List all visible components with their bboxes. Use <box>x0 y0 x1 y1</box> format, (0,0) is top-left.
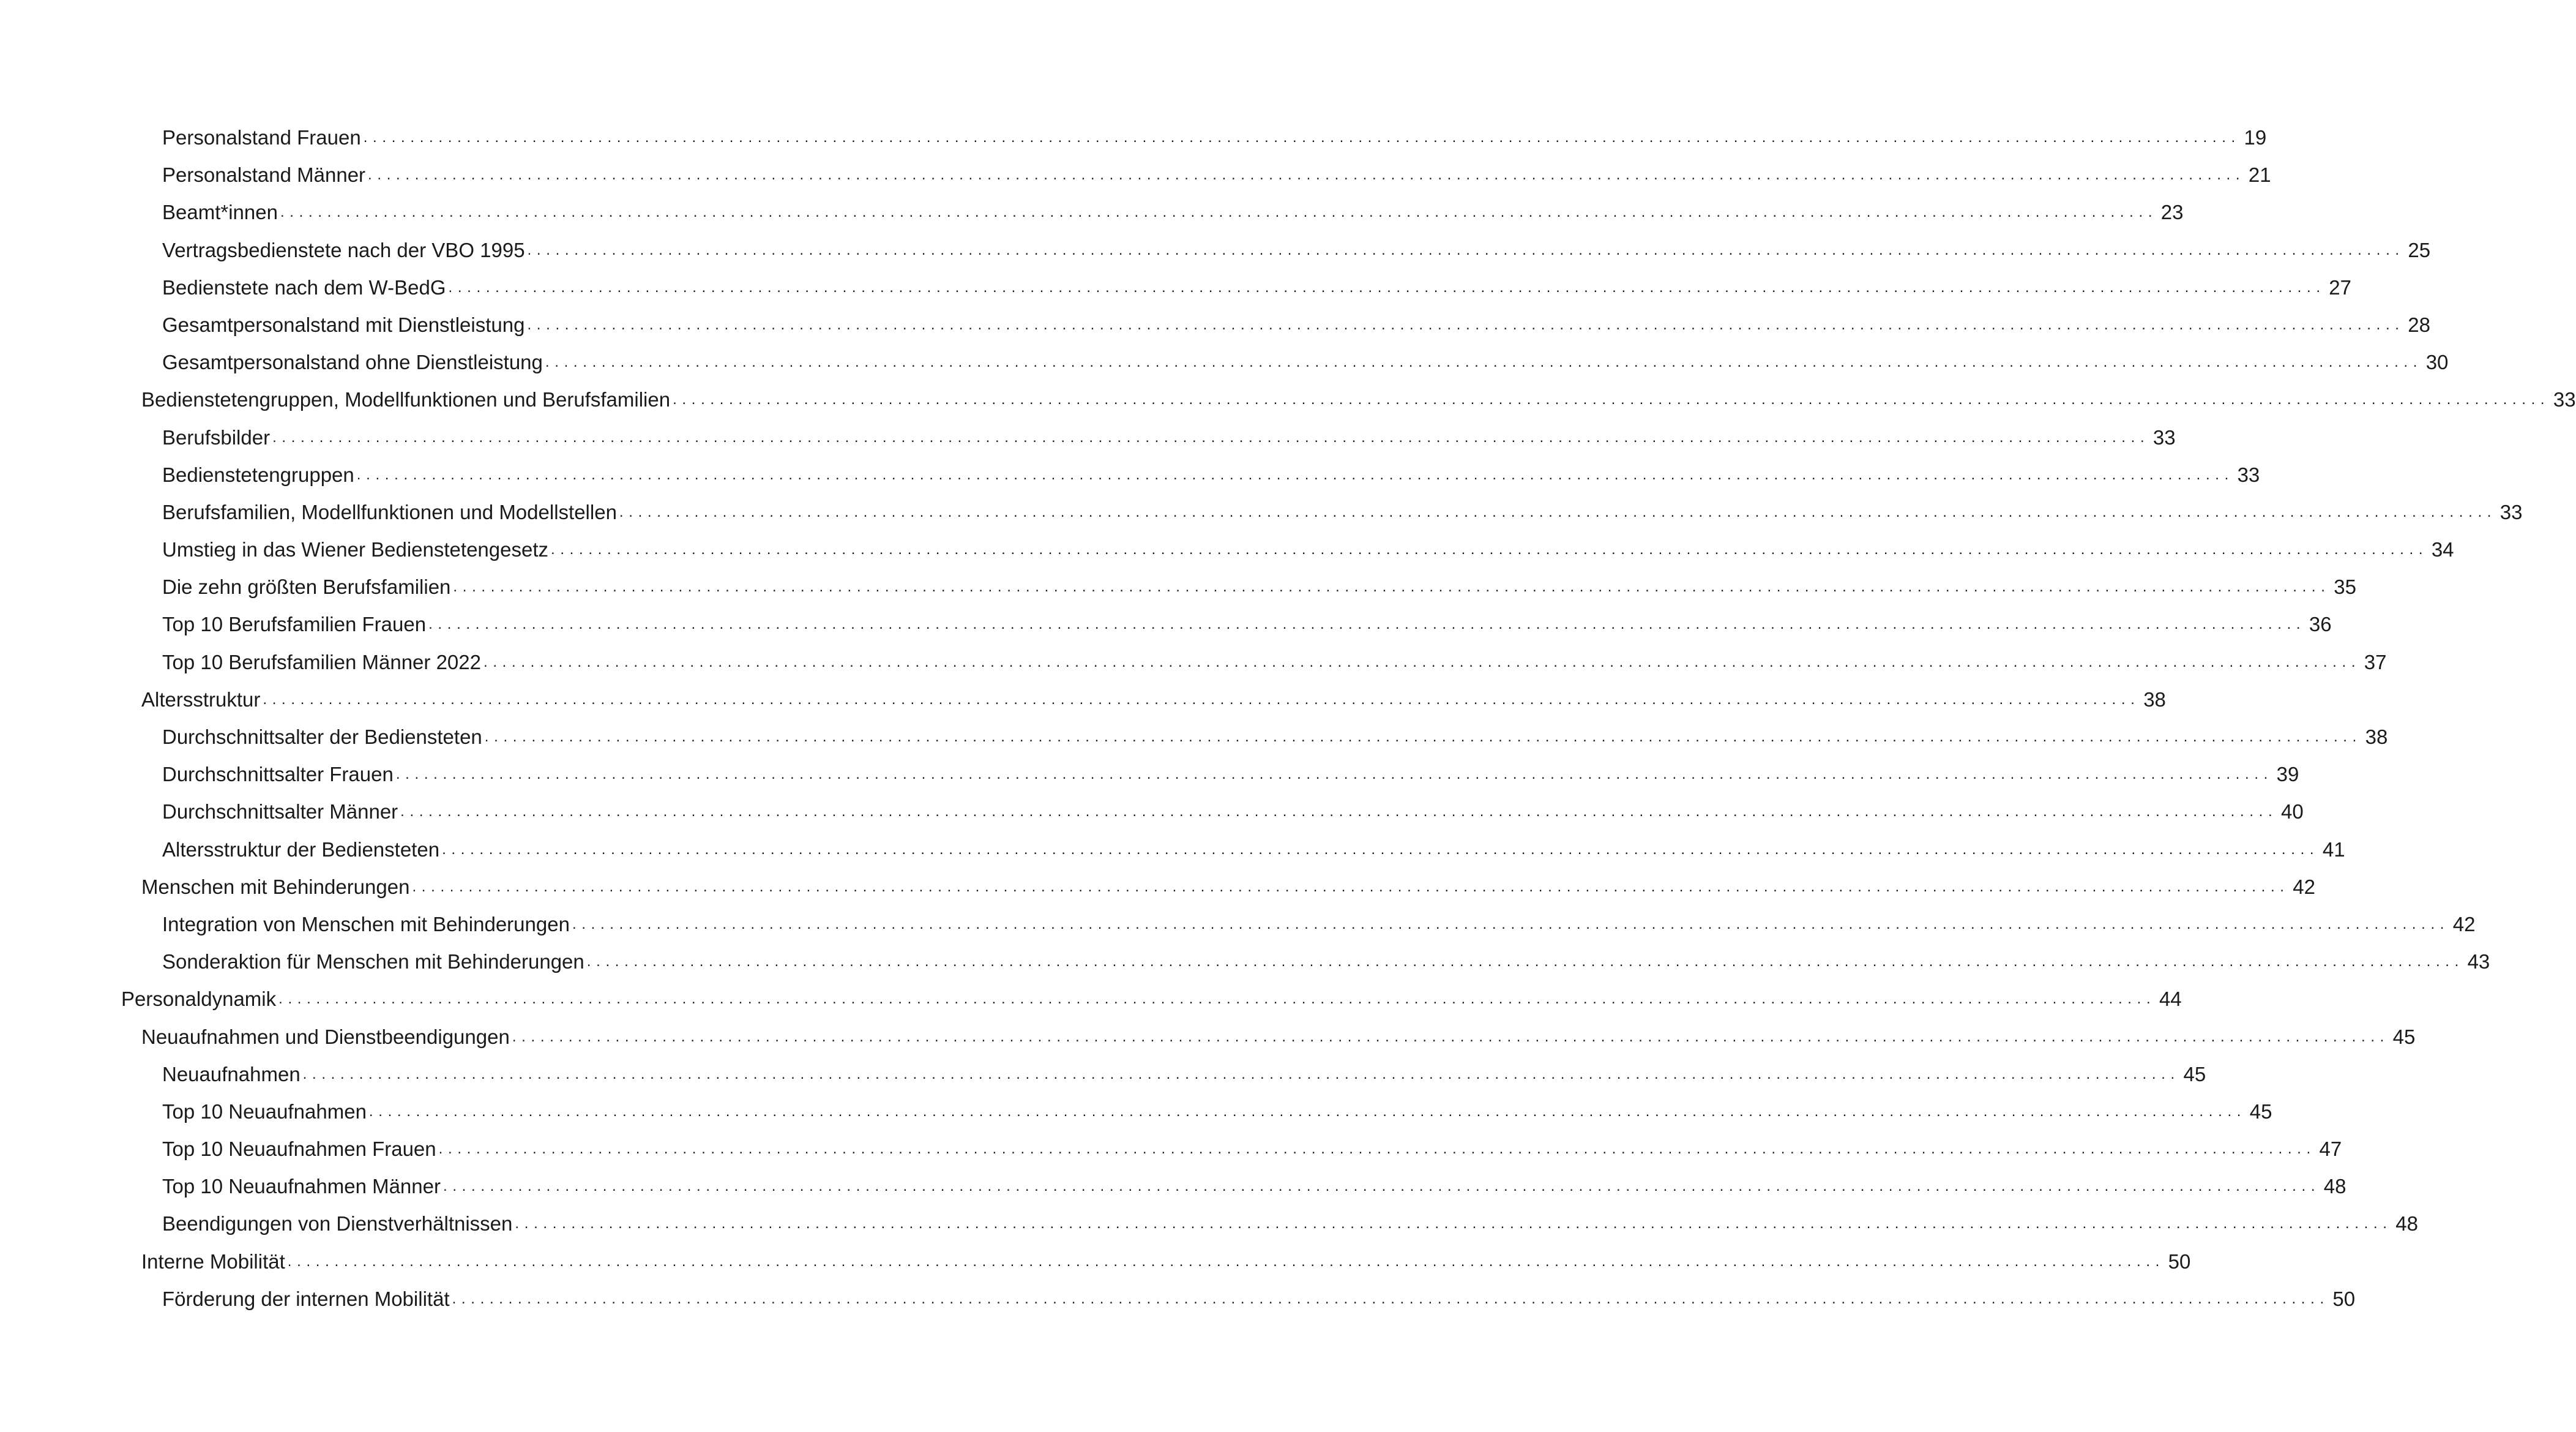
toc-entry[interactable] <box>0 573 2356 610</box>
dot-leader: . . . . . . . . . . . . . . . . . . . . . . . . . . . . . . . . . . . . . . . . . . . . . . . . . . . . . . . . . . . . . . . . . . . . . . . . . . . . . . . . . . . . . . . . . . . . . . . . . . . . . . . . . . . . . . . . . . . . . . . . . . . . . . . . . . . . . . . . . . . . . . . . . . . . . . . . . . . . . . . . . . . . . . . . . . . . . . . . . . . . . . . . . . . . . . . . . . . . . . . . <box>263 691 2135 708</box>
toc-entry-title: Sonderaktion für Menschen mit Behinderungen <box>162 950 584 973</box>
dot-leader: . . . . . . . . . . . . . . . . . . . . . . . . . . . . . . . . . . . . . . . . . . . . . . . . . . . . . . . . . . . . . . . . . . . . . . . . . . . . . . . . . . . . . . . . . . . . . . . . . . . . . . . . . . . . . . . . . . . . . . . . . . . . . . . . . . . . . . . . . . . . . . . . . . . . . . . . . . . . . . . . . . . . . . . . . . . . . . . . . . . . . . . . . . . . . . . . . . . . . . . . <box>442 841 2315 858</box>
toc-entry-page-number: 48 <box>2323 1175 2346 1198</box>
toc-entry[interactable] <box>0 1172 2346 1210</box>
toc-entry[interactable] <box>0 686 2166 723</box>
toc-entry[interactable] <box>0 161 2271 198</box>
toc-entry-title: Integration von Menschen mit Behinderungen <box>162 912 570 935</box>
dot-leader: . . . . . . . . . . . . . . . . . . . . . . . . . . . . . . . . . . . . . . . . . . . . . . . . . . . . . . . . . . . . . . . . . . . . . . . . . . . . . . . . . . . . . . . . . . . . . . . . . . . . . . . . . . . . . . . . . . . . . . . . . . . . . . . . . . . . . . . . . . . . . . . . . . . . . . . . . . . . . . . . . . . . . . . . . . . . . . . . . . . . . . . . . . . . . . . . . . . . . . . . <box>515 1215 2387 1232</box>
toc-entry-page-number: 33 <box>2499 500 2523 523</box>
dot-leader: . . . . . . . . . . . . . . . . . . . . . . . . . . . . . . . . . . . . . . . . . . . . . . . . . . . . . . . . . . . . . . . . . . . . . . . . . . . . . . . . . . . . . . . . . . . . . . . . . . . . . . . . . . . . . . . . . . . . . . . . . . . . . . . . . . . . . . . . . . . . . . . . . . . . . . . . . . . . . . . . . . . . . . . . . . . . . . . . . . . . . . . . . . . . . . . . . . . . . . . . <box>453 579 2326 596</box>
toc-entry-title: Neuaufnahmen <box>162 1062 301 1085</box>
dot-leader: . . . . . . . . . . . . . . . . . . . . . . . . . . . . . . . . . . . . . . . . . . . . . . . . . . . . . . . . . . . . . . . . . . . . . . . . . . . . . . . . . . . . . . . . . . . . . . . . . . . . . . . . . . . . . . . . . . . . . . . . . . . . . . . . . . . . . . . . . . . . . . . . . . . . . . . . . . . . . . . . . . . . . . . . . . . . . . . . . . . . . . . . . . . . . . . . . . . . . . . . <box>442 1178 2316 1195</box>
toc-entry-page-number: 39 <box>2276 763 2299 786</box>
toc-entry[interactable] <box>0 124 2267 161</box>
toc-entry[interactable] <box>0 198 2184 236</box>
toc-entry[interactable] <box>0 760 2299 798</box>
toc-entry-page-number: 30 <box>2425 351 2449 374</box>
toc-entry[interactable] <box>0 948 2490 985</box>
toc-entry[interactable] <box>0 873 2315 910</box>
toc-entry[interactable] <box>0 386 2576 423</box>
dot-leader: . . . . . . . . . . . . . . . . . . . . . . . . . . . . . . . . . . . . . . . . . . . . . . . . . . . . . . . . . . . . . . . . . . . . . . . . . . . . . . . . . . . . . . . . . . . . . . . . . . . . . . . . . . . . . . . . . . . . . . . . . . . . . . . . . . . . . . . . . . . . . . . . . . . . . . . . . . . . . . . . . . . . . . . . . . . . . . . . . . . . . . . . . . . . . . . . . . . . . . . . <box>280 204 2153 221</box>
dot-leader: . . . . . . . . . . . . . . . . . . . . . . . . . . . . . . . . . . . . . . . . . . . . . . . . . . . . . . . . . . . . . . . . . . . . . . . . . . . . . . . . . . . . . . . . . . . . . . . . . . . . . . . . . . . . . . . . . . . . . . . . . . . . . . . . . . . . . . . . . . . . . . . . . . . . . . . . . . . . . . . . . . . . . . . . . . . . . . . . . . . . . . . . . . . . . . . . . . . . . . . . <box>551 541 2424 558</box>
toc-entry-page-number: 47 <box>2319 1138 2342 1161</box>
toc-entry[interactable] <box>0 610 2332 648</box>
toc-entry-title: Durchschnittsalter Frauen <box>162 763 394 786</box>
toc-entry[interactable] <box>0 723 2388 760</box>
toc-entry[interactable] <box>0 1098 2272 1135</box>
toc-entry-title: Umstieg in das Wiener Bedienstetengesetz <box>162 538 548 561</box>
toc-entry[interactable] <box>0 311 2430 348</box>
dot-leader: . . . . . . . . . . . . . . . . . . . . . . . . . . . . . . . . . . . . . . . . . . . . . . . . . . . . . . . . . . . . . . . . . . . . . . . . . . . . . . . . . . . . . . . . . . . . . . . . . . . . . . . . . . . . . . . . . . . . . . . . . . . . . . . . . . . . . . . . . . . . . . . . . . . . . . . . . . . . . . . . . . . . . . . . . . . . . . . . . . . . . . . . . . . . . . . . . . . . . . . . <box>368 167 2241 184</box>
toc-entry-page-number: 48 <box>2395 1212 2418 1235</box>
toc-entry[interactable] <box>0 985 2182 1022</box>
toc-entry-title: Beendigungen von Dienstverhältnissen <box>162 1212 513 1235</box>
toc-entry-page-number: 50 <box>2332 1287 2356 1310</box>
toc-entry-page-number: 45 <box>2392 1025 2416 1048</box>
dot-leader: . . . . . . . . . . . . . . . . . . . . . . . . . . . . . . . . . . . . . . . . . . . . . . . . . . . . . . . . . . . . . . . . . . . . . . . . . . . . . . . . . . . . . . . . . . . . . . . . . . . . . . . . . . . . . . . . . . . . . . . . . . . . . . . . . . . . . . . . . . . . . . . . . . . . . . . . . . . . . . . . . . . . . . . . . . . . . . . . . . . . . . . . . . . . . . . . . . . . . . . . <box>368 1103 2242 1120</box>
toc-entry-page-number: 35 <box>2334 575 2356 599</box>
toc-entry-title: Top 10 Berufsfamilien Frauen <box>162 613 427 636</box>
toc-entry-title: Top 10 Neuaufnahmen Männer <box>162 1175 441 1198</box>
toc-entry-title: Vertragsbedienstete nach der VBO 1995 <box>162 238 525 261</box>
toc-entry[interactable] <box>0 910 2476 948</box>
dot-leader: . . . . . . . . . . . . . . . . . . . . . . . . . . . . . . . . . . . . . . . . . . . . . . . . . . . . . . . . . . . . . . . . . . . . . . . . . . . . . . . . . . . . . . . . . . . . . . . . . . . . . . . . . . . . . . . . . . . . . . . . . . . . . . . . . . . . . . . . . . . . . . . . . . . . . . . . . . . . . . . . . . . . . . . . . . . . . . . . . . . . . . . . . . . . . . . . . . . . . . . . <box>527 316 2400 333</box>
toc-entry[interactable] <box>0 348 2449 386</box>
dot-leader: . . . . . . . . . . . . . . . . . . . . . . . . . . . . . . . . . . . . . . . . . . . . . . . . . . . . . . . . . . . . . . . . . . . . . . . . . . . . . . . . . . . . . . . . . . . . . . . . . . . . . . . . . . . . . . . . . . . . . . . . . . . . . . . . . . . . . . . . . . . . . . . . . . . . . . . . . . . . . . . . . . . . . . . . . . . . . . . . . . . . . . . . . . . . . . . . . . . . . . . . <box>619 503 2492 520</box>
dot-leader: . . . . . . . . . . . . . . . . . . . . . . . . . . . . . . . . . . . . . . . . . . . . . . . . . . . . . . . . . . . . . . . . . . . . . . . . . . . . . . . . . . . . . . . . . . . . . . . . . . . . . . . . . . . . . . . . . . . . . . . . . . . . . . . . . . . . . . . . . . . . . . . . . . . . . . . . . . . . . . . . . . . . . . . . . . . . . . . . . . . . . . . . . . . . . . . . . . . . . . . . <box>278 991 2151 1008</box>
dot-leader: . . . . . . . . . . . . . . . . . . . . . . . . . . . . . . . . . . . . . . . . . . . . . . . . . . . . . . . . . . . . . . . . . . . . . . . . . . . . . . . . . . . . . . . . . . . . . . . . . . . . . . . . . . . . . . . . . . . . . . . . . . . . . . . . . . . . . . . . . . . . . . . . . . . . . . . . . . . . . . . . . . . . . . . . . . . . . . . . . . . . . . . . . . . . . . . . . . . . . . . . <box>586 953 2460 970</box>
toc-entry-page-number: 28 <box>2408 313 2430 336</box>
toc-entry[interactable] <box>0 1060 2206 1098</box>
toc-entry-page-number: 40 <box>2280 800 2304 823</box>
toc-entry-title: Gesamtpersonalstand mit Dienstleistung <box>162 313 525 336</box>
dot-leader: . . . . . . . . . . . . . . . . . . . . . . . . . . . . . . . . . . . . . . . . . . . . . . . . . . . . . . . . . . . . . . . . . . . . . . . . . . . . . . . . . . . . . . . . . . . . . . . . . . . . . . . . . . . . . . . . . . . . . . . . . . . . . . . . . . . . . . . . . . . . . . . . . . . . . . . . . . . . . . . . . . . . . . . . . . . . . . . . . . . . . . . . . . . . . . . . . . . . . . . . <box>287 1253 2160 1270</box>
toc-entry-page-number: 19 <box>2244 126 2267 149</box>
dot-leader: . . . . . . . . . . . . . . . . . . . . . . . . . . . . . . . . . . . . . . . . . . . . . . . . . . . . . . . . . . . . . . . . . . . . . . . . . . . . . . . . . . . . . . . . . . . . . . . . . . . . . . . . . . . . . . . . . . . . . . . . . . . . . . . . . . . . . . . . . . . . . . . . . . . . . . . . . . . . . . . . . . . . . . . . . . . . . . . . . . . . . . . . . . . . . . . . . . . . . . . . <box>484 729 2358 745</box>
toc-entry-title: Altersstruktur <box>141 688 261 711</box>
toc-entry-title: Top 10 Neuaufnahmen Frauen <box>162 1138 436 1161</box>
toc-entry-page-number: 34 <box>2431 538 2454 561</box>
toc-entry-title: Förderung der internen Mobilität <box>162 1287 450 1310</box>
toc-entry-page-number: 38 <box>2143 688 2166 711</box>
toc-entry[interactable] <box>0 424 2176 461</box>
dot-leader: . . . . . . . . . . . . . . . . . . . . . . . . . . . . . . . . . . . . . . . . . . . . . . . . . . . . . . . . . . . . . . . . . . . . . . . . . . . . . . . . . . . . . . . . . . . . . . . . . . . . . . . . . . . . . . . . . . . . . . . . . . . . . . . . . . . . . . . . . . . . . . . . . . . . . . . . . . . . . . . . . . . . . . . . . . . . . . . . . . . . . . . . . . . . . . . . . . . . . . . . <box>483 653 2356 670</box>
toc-entry-page-number: 33 <box>2553 388 2576 411</box>
toc-entry-title: Bedienstetengruppen, Modellfunktionen und Berufsfamilien <box>141 388 671 411</box>
toc-entry[interactable] <box>0 798 2304 835</box>
toc-entry-title: Top 10 Neuaufnahmen <box>162 1100 367 1123</box>
toc-entry-page-number: 45 <box>2249 1100 2272 1123</box>
toc-entry-title: Berufsfamilien, Modellfunktionen und Modellstellen <box>162 500 617 523</box>
toc-entry-page-number: 21 <box>2248 163 2271 187</box>
toc-entry-title: Berufsbilder <box>162 425 271 449</box>
toc-entry[interactable] <box>0 1248 2191 1285</box>
toc-entry[interactable] <box>0 498 2523 536</box>
toc-entry-title: Neuaufnahmen und Dienstbeendigungen <box>141 1025 510 1048</box>
toc-entry-page-number: 45 <box>2183 1062 2206 1085</box>
toc-entry[interactable] <box>0 274 2352 311</box>
toc-entry-page-number: 23 <box>2160 201 2184 224</box>
toc-entry-page-number: 42 <box>2452 912 2476 935</box>
dot-leader: . . . . . . . . . . . . . . . . . . . . . . . . . . . . . . . . . . . . . . . . . . . . . . . . . . . . . . . . . . . . . . . . . . . . . . . . . . . . . . . . . . . . . . . . . . . . . . . . . . . . . . . . . . . . . . . . . . . . . . . . . . . . . . . . . . . . . . . . . . . . . . . . . . . . . . . . . . . . . . . . . . . . . . . . . . . . . . . . . . . . . . . . . . . . . . . . . . . . . . . . <box>572 915 2445 932</box>
dot-leader: . . . . . . . . . . . . . . . . . . . . . . . . . . . . . . . . . . . . . . . . . . . . . . . . . . . . . . . . . . . . . . . . . . . . . . . . . . . . . . . . . . . . . . . . . . . . . . . . . . . . . . . . . . . . . . . . . . . . . . . . . . . . . . . . . . . . . . . . . . . . . . . . . . . . . . . . . . . . . . . . . . . . . . . . . . . . . . . . . . . . . . . . . . . . . . . . . . . . . . . . <box>395 766 2269 783</box>
toc-entry[interactable] <box>0 1023 2416 1060</box>
toc-entry-title: Beamt*innen <box>162 201 278 224</box>
toc-entry-page-number: 42 <box>2293 875 2315 898</box>
dot-leader: . . . . . . . . . . . . . . . . . . . . . . . . . . . . . . . . . . . . . . . . . . . . . . . . . . . . . . . . . . . . . . . . . . . . . . . . . . . . . . . . . . . . . . . . . . . . . . . . . . . . . . . . . . . . . . . . . . . . . . . . . . . . . . . . . . . . . . . . . . . . . . . . . . . . . . . . . . . . . . . . . . . . . . . . . . . . . . . . . . . . . . . . . . . . . . . . . . . . . . . . <box>356 466 2230 483</box>
dot-leader: . . . . . . . . . . . . . . . . . . . . . . . . . . . . . . . . . . . . . . . . . . . . . . . . . . . . . . . . . . . . . . . . . . . . . . . . . . . . . . . . . . . . . . . . . . . . . . . . . . . . . . . . . . . . . . . . . . . . . . . . . . . . . . . . . . . . . . . . . . . . . . . . . . . . . . . . . . . . . . . . . . . . . . . . . . . . . . . . . . . . . . . . . . . . . . . . . . . . . . . . <box>448 279 2321 296</box>
toc-entry[interactable] <box>0 1135 2342 1172</box>
toc-entry-page-number: 38 <box>2365 725 2388 748</box>
dot-leader: . . . . . . . . . . . . . . . . . . . . . . . . . . . . . . . . . . . . . . . . . . . . . . . . . . . . . . . . . . . . . . . . . . . . . . . . . . . . . . . . . . . . . . . . . . . . . . . . . . . . . . . . . . . . . . . . . . . . . . . . . . . . . . . . . . . . . . . . . . . . . . . . . . . . . . . . . . . . . . . . . . . . . . . . . . . . . . . . . . . . . . . . . . . . . . . . . . . . . . . . <box>272 429 2145 446</box>
dot-leader: . . . . . . . . . . . . . . . . . . . . . . . . . . . . . . . . . . . . . . . . . . . . . . . . . . . . . . . . . . . . . . . . . . . . . . . . . . . . . . . . . . . . . . . . . . . . . . . . . . . . . . . . . . . . . . . . . . . . . . . . . . . . . . . . . . . . . . . . . . . . . . . . . . . . . . . . . . . . . . . . . . . . . . . . . . . . . . . . . . . . . . . . . . . . . . . . . . . . . . . . <box>428 616 2301 633</box>
toc-entry[interactable] <box>0 1285 2356 1322</box>
toc-entry-title: Bedienstete nach dem W-BedG <box>162 276 446 299</box>
toc-entry-page-number: 41 <box>2322 838 2345 861</box>
toc-entry-title: Personalstand Männer <box>162 163 366 187</box>
toc-entry-title: Interne Mobilität <box>141 1250 285 1273</box>
toc-entry-title: Durchschnittsalter Männer <box>162 800 398 823</box>
dot-leader: . . . . . . . . . . . . . . . . . . . . . . . . . . . . . . . . . . . . . . . . . . . . . . . . . . . . . . . . . . . . . . . . . . . . . . . . . . . . . . . . . . . . . . . . . . . . . . . . . . . . . . . . . . . . . . . . . . . . . . . . . . . . . . . . . . . . . . . . . . . . . . . . . . . . . . . . . . . . . . . . . . . . . . . . . . . . . . . . . . . . . . . . . . . . . . . . . . . . . . . . <box>512 1028 2385 1045</box>
toc-entry-page-number: 36 <box>2309 613 2332 636</box>
toc-entry-page-number: 37 <box>2364 650 2387 673</box>
table-of-contents <box>0 124 2576 1322</box>
toc-entry-title: Durchschnittsalter der Bediensteten <box>162 725 482 748</box>
dot-leader: . . . . . . . . . . . . . . . . . . . . . . . . . . . . . . . . . . . . . . . . . . . . . . . . . . . . . . . . . . . . . . . . . . . . . . . . . . . . . . . . . . . . . . . . . . . . . . . . . . . . . . . . . . . . . . . . . . . . . . . . . . . . . . . . . . . . . . . . . . . . . . . . . . . . . . . . . . . . . . . . . . . . . . . . . . . . . . . . . . . . . . . . . . . . . . . . . . . . . . . . <box>363 129 2236 146</box>
toc-entry-page-number: 27 <box>2329 276 2352 299</box>
dot-leader: . . . . . . . . . . . . . . . . . . . . . . . . . . . . . . . . . . . . . . . . . . . . . . . . . . . . . . . . . . . . . . . . . . . . . . . . . . . . . . . . . . . . . . . . . . . . . . . . . . . . . . . . . . . . . . . . . . . . . . . . . . . . . . . . . . . . . . . . . . . . . . . . . . . . . . . . . . . . . . . . . . . . . . . . . . . . . . . . . . . . . . . . . . . . . . . . . . . . . . . . <box>302 1065 2176 1082</box>
toc-entry-title: Top 10 Berufsfamilien Männer 2022 <box>162 650 481 673</box>
toc-entry-page-number: 33 <box>2152 425 2176 449</box>
dot-leader: . . . . . . . . . . . . . . . . . . . . . . . . . . . . . . . . . . . . . . . . . . . . . . . . . . . . . . . . . . . . . . . . . . . . . . . . . . . . . . . . . . . . . . . . . . . . . . . . . . . . . . . . . . . . . . . . . . . . . . . . . . . . . . . . . . . . . . . . . . . . . . . . . . . . . . . . . . . . . . . . . . . . . . . . . . . . . . . . . . . . . . . . . . . . . . . . . . . . . . . . <box>673 391 2545 408</box>
toc-entry-page-number: 44 <box>2159 988 2182 1011</box>
toc-entry-title: Personaldynamik <box>121 988 277 1011</box>
dot-leader: . . . . . . . . . . . . . . . . . . . . . . . . . . . . . . . . . . . . . . . . . . . . . . . . . . . . . . . . . . . . . . . . . . . . . . . . . . . . . . . . . . . . . . . . . . . . . . . . . . . . . . . . . . . . . . . . . . . . . . . . . . . . . . . . . . . . . . . . . . . . . . . . . . . . . . . . . . . . . . . . . . . . . . . . . . . . . . . . . . . . . . . . . . . . . . . . . . . . . . . . <box>545 354 2418 371</box>
toc-entry-title: Bedienstetengruppen <box>162 463 354 486</box>
dot-leader: . . . . . . . . . . . . . . . . . . . . . . . . . . . . . . . . . . . . . . . . . . . . . . . . . . . . . . . . . . . . . . . . . . . . . . . . . . . . . . . . . . . . . . . . . . . . . . . . . . . . . . . . . . . . . . . . . . . . . . . . . . . . . . . . . . . . . . . . . . . . . . . . . . . . . . . . . . . . . . . . . . . . . . . . . . . . . . . . . . . . . . . . . . . . . . . . . . . . . . . . <box>452 1290 2325 1307</box>
toc-entry[interactable] <box>0 536 2454 573</box>
toc-entry-page-number: 43 <box>2467 950 2490 973</box>
toc-entry-title: Personalstand Frauen <box>162 126 361 149</box>
toc-entry-page-number: 25 <box>2408 238 2431 261</box>
toc-entry[interactable] <box>0 836 2345 873</box>
toc-entry-page-number: 50 <box>2168 1250 2191 1273</box>
toc-entry[interactable] <box>0 236 2431 274</box>
toc-entry-title: Die zehn größten Berufsfamilien <box>162 575 451 599</box>
toc-entry-title: Menschen mit Behinderungen <box>141 875 410 898</box>
dot-leader: . . . . . . . . . . . . . . . . . . . . . . . . . . . . . . . . . . . . . . . . . . . . . . . . . . . . . . . . . . . . . . . . . . . . . . . . . . . . . . . . . . . . . . . . . . . . . . . . . . . . . . . . . . . . . . . . . . . . . . . . . . . . . . . . . . . . . . . . . . . . . . . . . . . . . . . . . . . . . . . . . . . . . . . . . . . . . . . . . . . . . . . . . . . . . . . . . . . . . . . . <box>400 803 2273 820</box>
toc-entry-title: Gesamtpersonalstand ohne Dienstleistung <box>162 351 543 374</box>
dot-leader: . . . . . . . . . . . . . . . . . . . . . . . . . . . . . . . . . . . . . . . . . . . . . . . . . . . . . . . . . . . . . . . . . . . . . . . . . . . . . . . . . . . . . . . . . . . . . . . . . . . . . . . . . . . . . . . . . . . . . . . . . . . . . . . . . . . . . . . . . . . . . . . . . . . . . . . . . . . . . . . . . . . . . . . . . . . . . . . . . . . . . . . . . . . . . . . . . . . . . . . . <box>527 241 2400 258</box>
toc-entry-page-number: 33 <box>2237 463 2260 486</box>
toc-entry[interactable] <box>0 648 2387 686</box>
dot-leader: . . . . . . . . . . . . . . . . . . . . . . . . . . . . . . . . . . . . . . . . . . . . . . . . . . . . . . . . . . . . . . . . . . . . . . . . . . . . . . . . . . . . . . . . . . . . . . . . . . . . . . . . . . . . . . . . . . . . . . . . . . . . . . . . . . . . . . . . . . . . . . . . . . . . . . . . . . . . . . . . . . . . . . . . . . . . . . . . . . . . . . . . . . . . . . . . . . . . . . . . <box>412 878 2285 895</box>
toc-entry[interactable] <box>0 461 2260 498</box>
dot-leader: . . . . . . . . . . . . . . . . . . . . . . . . . . . . . . . . . . . . . . . . . . . . . . . . . . . . . . . . . . . . . . . . . . . . . . . . . . . . . . . . . . . . . . . . . . . . . . . . . . . . . . . . . . . . . . . . . . . . . . . . . . . . . . . . . . . . . . . . . . . . . . . . . . . . . . . . . . . . . . . . . . . . . . . . . . . . . . . . . . . . . . . . . . . . . . . . . . . . . . . . <box>438 1141 2312 1158</box>
toc-entry-title: Altersstruktur der Bediensteten <box>162 838 440 861</box>
toc-entry[interactable] <box>0 1210 2418 1247</box>
